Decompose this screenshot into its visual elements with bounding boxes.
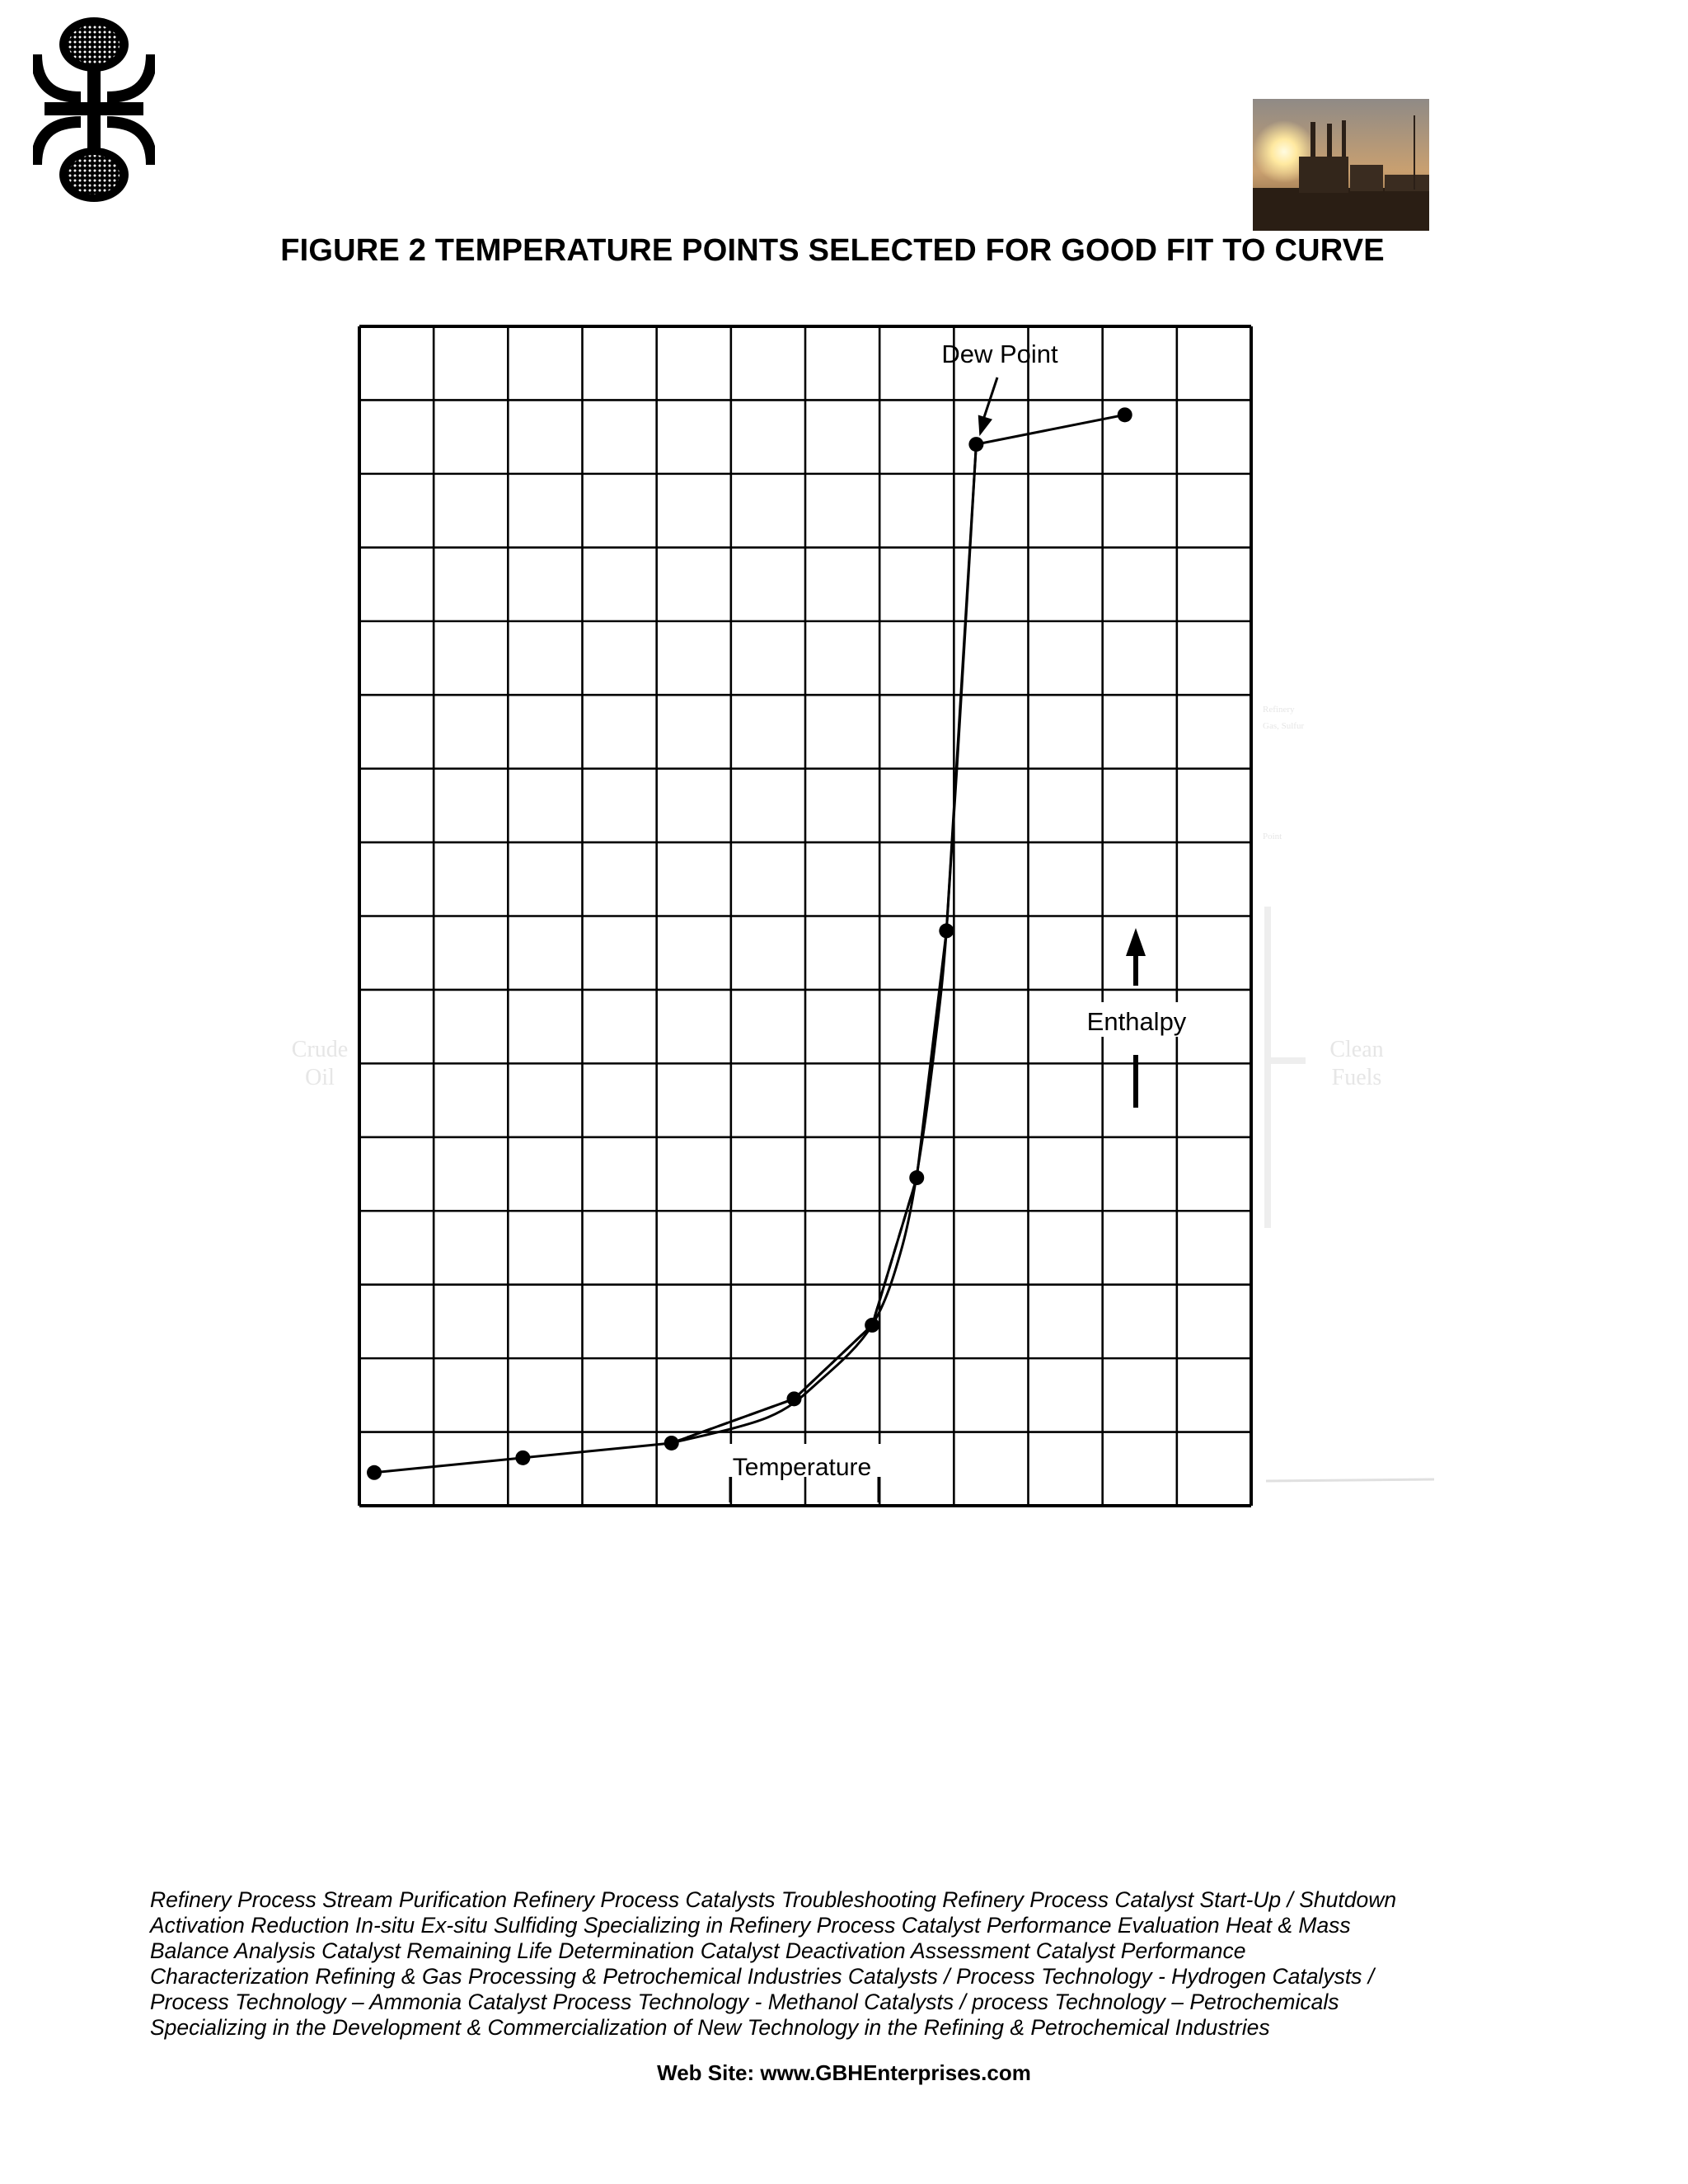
faint-line-h — [1266, 1479, 1434, 1481]
faint-small-1: Refinery — [1263, 705, 1295, 715]
chart-annotations — [722, 340, 1195, 1502]
website-url[interactable]: www.GBHEnterprises.com — [760, 2060, 1031, 2085]
footer-line-2: Activation Reduction In-situ Ex-situ Sulfiding Specializing in Refinery Process Catalyst Performance Evaluation Heat & Mass — [150, 1913, 1351, 1938]
footer-line-1: Refinery Process Stream Purification Refinery Process Catalysts Troubleshooting Refinery Process Catalyst Start-Up / Shutdown — [150, 1887, 1397, 1912]
series-point-line — [374, 415, 1125, 1472]
footer-line-6: Specializing in the Development & Commercialization of New Technology in the Refining & Petrochemical Industries — [150, 2015, 1270, 2040]
footer-line-3: Balance Analysis Catalyst Remaining Life Determination Catalyst Deactivation Assessment Catalyst Performance — [150, 1938, 1246, 1963]
website-label: Web Site: — [657, 2060, 755, 2085]
series-fitted-curve — [672, 444, 977, 1443]
data-point — [515, 1451, 530, 1465]
dew-point-arrow-head — [978, 415, 992, 437]
footer-text — [150, 1887, 1452, 2041]
faint-label-oil: Oil — [305, 1065, 335, 1090]
faint-small-2: Gas, Sulfur — [1263, 721, 1305, 731]
data-point — [367, 1465, 382, 1480]
faint-background — [292, 705, 1434, 1481]
annotation-temperature: Temperature — [732, 1454, 872, 1481]
faint-label-crude: Crude — [291, 1037, 349, 1062]
website-line — [0, 2060, 1688, 2086]
footer-line-5: Process Technology – Ammonia Catalyst Process Technology - Methanol Catalysts / process Technology – Petrochemicals — [150, 1990, 1339, 2014]
annotation-enthalpy: Enthalpy — [1086, 1007, 1187, 1036]
faint-label-fuels: Fuels — [1331, 1065, 1382, 1090]
figure-title: FIGURE 2 TEMPERATURE POINTS SELECTED FOR GOOD FIT TO CURVE — [280, 233, 1385, 268]
footer-line-4: Characterization Refining & Gas Processing & Petrochemical Industries Catalysts / Process Technology - Hydrogen Catalysts / — [150, 1964, 1375, 1989]
faint-label-clean: Clean — [1329, 1037, 1384, 1062]
faint-small-3: Point — [1263, 832, 1282, 841]
annotation-dew-point: Dew Point — [941, 340, 1058, 368]
chart-grid — [359, 326, 1251, 1506]
chart-series-layer — [367, 407, 1132, 1479]
data-point — [1118, 407, 1132, 422]
enthalpy-arrow-head — [1126, 928, 1146, 956]
